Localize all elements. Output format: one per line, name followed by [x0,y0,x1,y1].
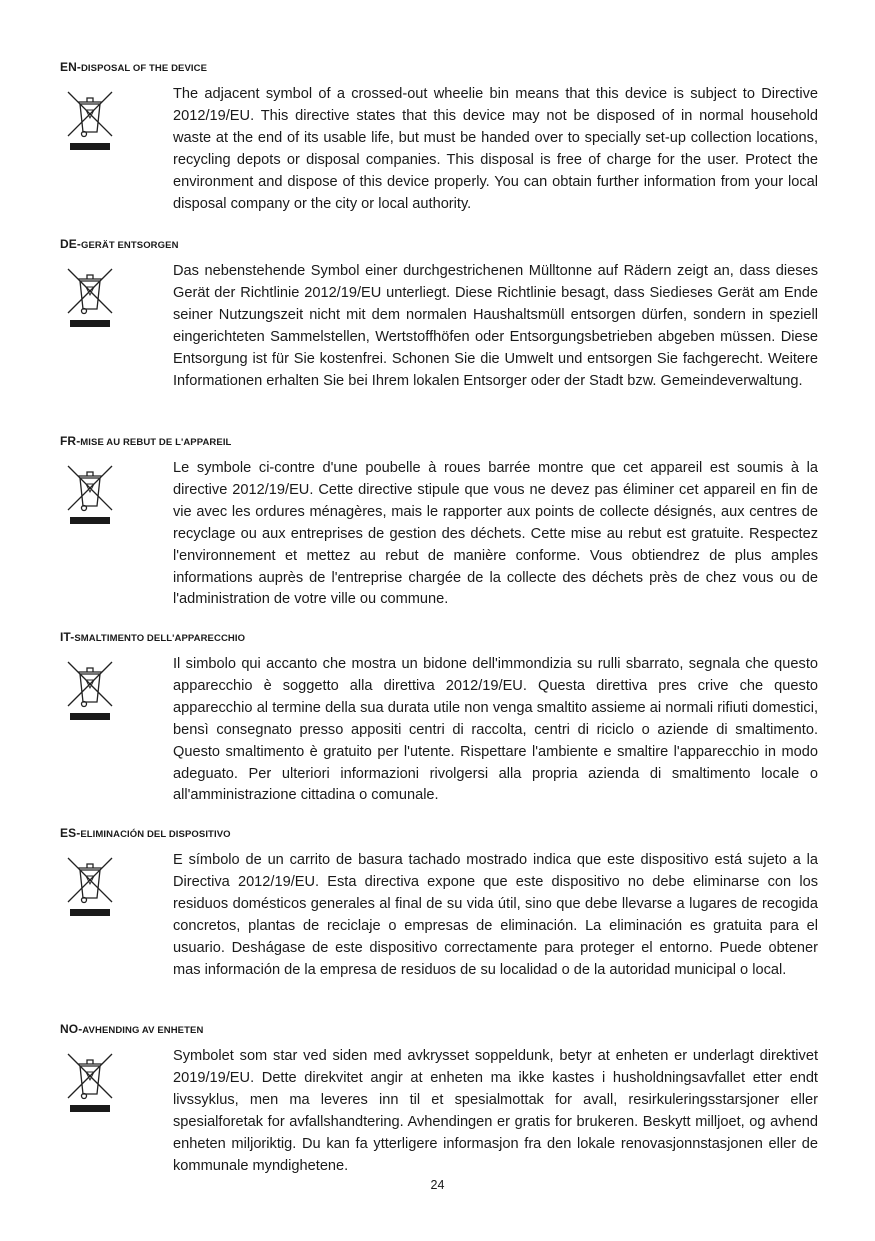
section-it [60,630,820,807]
crossed-out-wheelie-bin-icon [60,462,120,532]
section-title: MISE AU REBUT DE L'APPAREIL [80,437,232,448]
section-body [60,458,820,611]
crossed-out-wheelie-bin-icon [60,265,120,335]
section-en [60,60,820,215]
section-heading [60,60,820,76]
section-body [60,261,820,392]
section-es [60,826,820,981]
section-de [60,237,820,392]
section-text: Le symbole ci-contre d'une poubelle à roues barrée montre que cet appareil est soumis à la directive 2012/19/EU. Cette directive stipule que vous ne devez pas éliminer cet appareil en fin de vie avec les ordures ménagères, mais le rapporter aux points de collecte désignés, aux centres de recyclage ou aux entreprises de gestion des déchets. Cette mise au rebut est gratuite. Respectez l'environnement et mettez au rebut de manière conforme. Vous obtiendrez de plus amples informations auprès de l'entreprise chargée de la collecte des déchets près de chez vous ou de l'administration de votre ville ou commune. [173,460,818,608]
section-heading [60,826,820,842]
section-code: FR- [60,434,81,448]
crossed-out-wheelie-bin-icon [60,1050,120,1120]
section-body [60,84,820,215]
section-code: EN- [60,60,81,74]
section-text: Symbolet som star ved siden med avkrysset soppeldunk, betyr at enheten er underlagt direktivet 2019/19/EU. Dette direkvitet angir at enheten ma ikke kastes i husholdningsavfallet etter endt livssyklus, men ma leveres inn til et spesialmottak for avall, resirkuleringsstarsjoner eller spesialforetak for avfallshandtering. Avhendingen er gratis for brukeren. Beskytt milljoet, og avhend enheten miljoriktig. Du kan fa ytterligere informasjon fra den lokale renovasjonnstasjonen eller de kommunale myndighetene. [173,1048,818,1174]
crossed-out-wheelie-bin-icon [60,854,120,924]
section-code: IT- [60,630,75,644]
crossed-out-wheelie-bin-icon [60,658,120,728]
page-number: 24 [430,1178,445,1192]
section-body [60,850,820,981]
section-heading [60,434,820,450]
section-title: AVHENDING AV ENHETEN [82,1025,204,1036]
section-text: Il simbolo qui accanto che mostra un bidone dell'immondizia su rulli sbarrato, segnala che questo apparecchio è soggetto alla direttiva 2012/19/EU. Questa direttiva pres crive che questo apparecchio al termine della sua durata utile non venga smaltito assieme ai normali rifiuti domestici, bensì consegnato presso appositi centri di raccolta, centri di riciclo o aziende di smaltimento. Questo smaltimento è gratuito per l'utente. Rispettare l'ambiente e smaltire l'apparecchio in modo adeguato. Per ulteriori informazioni rivolgersi alla propria azienda di smaltimento locale o all'amministrazione cittadina o comunale. [173,656,818,804]
section-title: GERÄT ENTSORGEN [80,240,179,251]
section-fr [60,434,820,611]
section-no [60,1022,820,1177]
section-text: The adjacent symbol of a crossed-out wheelie bin means that this device is subject to Directive 2012/19/EU. This directive states that this device may not be disposed of in normal household waste at the end of its usable life, but must be handed over to specially set-up collection locations, recycling depots or disposal companies. This disposal is free of charge for the user. Protect the environment and dispose of this device properly. You can obtain further information from your local disposal company or the city or local authority. [173,86,818,212]
section-heading [60,237,820,253]
section-code: DE- [60,237,81,251]
crossed-out-wheelie-bin-icon [60,88,120,158]
section-title: SMALTIMENTO DELL'APPARECCHIO [74,633,246,644]
section-code: ES- [60,826,81,840]
section-body [60,654,820,807]
section-heading [60,630,820,646]
section-text: E símbolo de un carrito de basura tachado mostrado indica que este dispositivo está sujeto a la Directiva 2012/19/EU. Esta directiva expone que este dispositivo no debe eliminarse con los residuos domésticos generales al final de su vida útil, sino que debe llevarse a lugares de recogida concretos, plantas de reciclaje o empresas de eliminación. La eliminación es gratuita para el usuario. Deshágase de este dispositivo correctamente para proteger el entorno. Puede obtener mas información de la empresa de residuos de su localidad o de la autoridad municipal o local. [173,852,818,978]
section-heading [60,1022,820,1038]
section-title: ELIMINACIÓN DEL DISPOSITIVO [80,829,231,840]
section-body [60,1046,820,1177]
section-code: NO- [60,1022,83,1036]
section-text: Das nebenstehende Symbol einer durchgestrichenen Mülltonne auf Rädern zeigt an, dass dieses Gerät der Richtlinie 2012/19/EU unterliegt. Diese Richtlinie besagt, dass Siedieses Gerät am Ende seiner Nutzungszeit nicht mit dem normalen Haushaltsmüll entsorgen dürfen, sondern in speziell eingerichteten Sammelstellen, Wertstoffhöfen oder Entsorgungsbetrieben abgeben müssen. Diese Entsorgung ist für Sie kostenfrei. Schonen Sie die Umwelt und entsorgen Sie fachgerecht. Weitere Informationen erhalten Sie bei Ihrem lokalen Entsorger oder der Stadt bzw. Gemeindeverwaltung. [173,263,818,389]
section-title: DISPOSAL OF THE DEVICE [80,63,208,74]
